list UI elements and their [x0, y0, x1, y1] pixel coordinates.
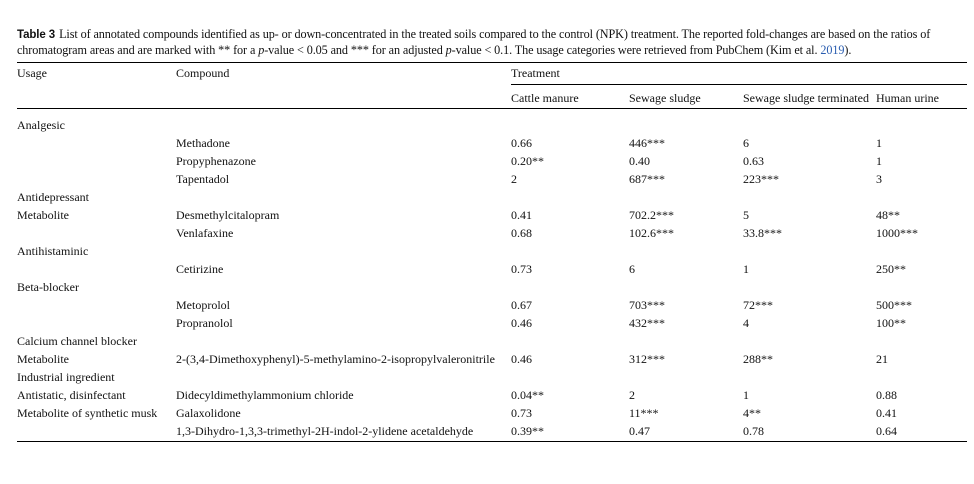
caption-p-1: p — [258, 43, 265, 57]
caption-text-3: -value < 0.1. The usage categories were retrieved from PubChem (Kim et al. — [451, 43, 821, 57]
sewage-sludge-value: 6 — [629, 262, 635, 276]
sewage-sludge-terminated-value: 5 — [743, 208, 749, 222]
sewage-sludge-value: 446*** — [629, 136, 665, 150]
sewage-sludge-value: 11*** — [629, 406, 659, 420]
header-treatment: Treatment — [511, 66, 560, 80]
sewage-sludge-terminated-value: 0.78 — [743, 424, 764, 438]
human-urine-value: 500*** — [876, 298, 912, 312]
human-urine-value: 1 — [876, 154, 882, 168]
cattle-manure-value: 0.04** — [511, 388, 544, 402]
caption-text-1: List of annotated compounds identified as up- or down-concentrated in the treated soils compared to the control (NPK) treatment. The reported fold-changes are based on the ratios of chromatogram areas and are marked with ** for a — [17, 27, 931, 57]
sewage-sludge-value: 102.6*** — [629, 226, 674, 240]
table-top-rule — [17, 62, 967, 63]
table-caption — [17, 27, 967, 58]
compound-cell: Propranolol — [176, 316, 233, 330]
sewage-sludge-value: 702.2*** — [629, 208, 674, 222]
cattle-manure-value: 0.39** — [511, 424, 544, 438]
header-human-urine: Human urine — [876, 91, 939, 105]
compound-cell: 1,3-Dihydro-1,3,3-trimethyl-2H-indol-2-ylidene acetaldehyde — [176, 424, 474, 438]
usage-cell: Antidepressant — [17, 190, 89, 204]
table-bottom-rule — [17, 441, 967, 442]
human-urine-value: 0.41 — [876, 406, 897, 420]
compound-cell: Methadone — [176, 136, 230, 150]
table-label: Table 3 — [17, 29, 56, 41]
sewage-sludge-terminated-value: 6 — [743, 136, 749, 150]
sewage-sludge-terminated-value: 4 — [743, 316, 749, 330]
compound-cell: 2-(3,4-Dimethoxyphenyl)-5-methylamino-2-isopropylvaleronitrile — [176, 352, 495, 366]
sewage-sludge-terminated-value: 1 — [743, 388, 749, 402]
header-bottom-rule — [17, 108, 967, 109]
treatment-rule — [511, 84, 967, 85]
human-urine-value: 0.88 — [876, 388, 897, 402]
sewage-sludge-value: 432*** — [629, 316, 665, 330]
cattle-manure-value: 0.46 — [511, 352, 532, 366]
human-urine-value: 1000*** — [876, 226, 918, 240]
sewage-sludge-value: 0.47 — [629, 424, 650, 438]
usage-cell: Metabolite of synthetic musk — [17, 406, 158, 420]
cattle-manure-value: 0.20** — [511, 154, 544, 168]
sewage-sludge-terminated-value: 288** — [743, 352, 773, 366]
compound-cell: Didecyldimethylammonium chloride — [176, 388, 354, 402]
sewage-sludge-terminated-value: 72*** — [743, 298, 773, 312]
human-urine-value: 0.64 — [876, 424, 897, 438]
compound-cell: Metoprolol — [176, 298, 230, 312]
usage-cell: Industrial ingredient — [17, 370, 115, 384]
header-sewage-sludge-terminated: Sewage sludge terminated — [743, 91, 869, 105]
sewage-sludge-value: 687*** — [629, 172, 665, 186]
compound-cell: Propyphenazone — [176, 154, 256, 168]
human-urine-value: 250** — [876, 262, 906, 276]
human-urine-value: 21 — [876, 352, 888, 366]
sewage-sludge-value: 312*** — [629, 352, 665, 366]
caption-p-2: p — [445, 43, 452, 57]
human-urine-value: 48** — [876, 208, 900, 222]
usage-cell: Beta-blocker — [17, 280, 79, 294]
compound-cell: Cetirizine — [176, 262, 224, 276]
sewage-sludge-value: 703*** — [629, 298, 665, 312]
usage-cell: Antihistaminic — [17, 244, 89, 258]
caption-text-2: -value < 0.05 and *** for an adjusted — [264, 43, 446, 57]
sewage-sludge-terminated-value: 4** — [743, 406, 761, 420]
sewage-sludge-terminated-value: 33.8*** — [743, 226, 782, 240]
cattle-manure-value: 0.73 — [511, 406, 532, 420]
header-usage: Usage — [17, 66, 47, 80]
cattle-manure-value: 0.46 — [511, 316, 532, 330]
cattle-manure-value: 0.67 — [511, 298, 532, 312]
compound-cell: Galaxolidone — [176, 406, 241, 420]
compound-cell: Venlafaxine — [176, 226, 234, 240]
usage-cell: Antistatic, disinfectant — [17, 388, 126, 402]
human-urine-value: 100** — [876, 316, 906, 330]
citation-link[interactable]: 2019 — [820, 43, 845, 57]
usage-cell: Metabolite — [17, 352, 69, 366]
header-sewage-sludge: Sewage sludge — [629, 91, 701, 105]
compound-cell: Desmethylcitalopram — [176, 208, 280, 222]
sewage-sludge-terminated-value: 0.63 — [743, 154, 764, 168]
usage-cell: Calcium channel blocker — [17, 334, 137, 348]
sewage-sludge-value: 0.40 — [629, 154, 650, 168]
caption-text-4: ). — [844, 43, 852, 57]
human-urine-value: 1 — [876, 136, 882, 150]
header-compound: Compound — [176, 66, 230, 80]
cattle-manure-value: 0.73 — [511, 262, 532, 276]
usage-cell: Analgesic — [17, 118, 65, 132]
sewage-sludge-value: 2 — [629, 388, 635, 402]
cattle-manure-value: 0.68 — [511, 226, 532, 240]
sewage-sludge-terminated-value: 1 — [743, 262, 749, 276]
compound-cell: Tapentadol — [176, 172, 230, 186]
cattle-manure-value: 2 — [511, 172, 517, 186]
cattle-manure-value: 0.66 — [511, 136, 532, 150]
human-urine-value: 3 — [876, 172, 882, 186]
usage-cell: Metabolite — [17, 208, 69, 222]
header-cattle-manure: Cattle manure — [511, 91, 579, 105]
sewage-sludge-terminated-value: 223*** — [743, 172, 779, 186]
cattle-manure-value: 0.41 — [511, 208, 532, 222]
